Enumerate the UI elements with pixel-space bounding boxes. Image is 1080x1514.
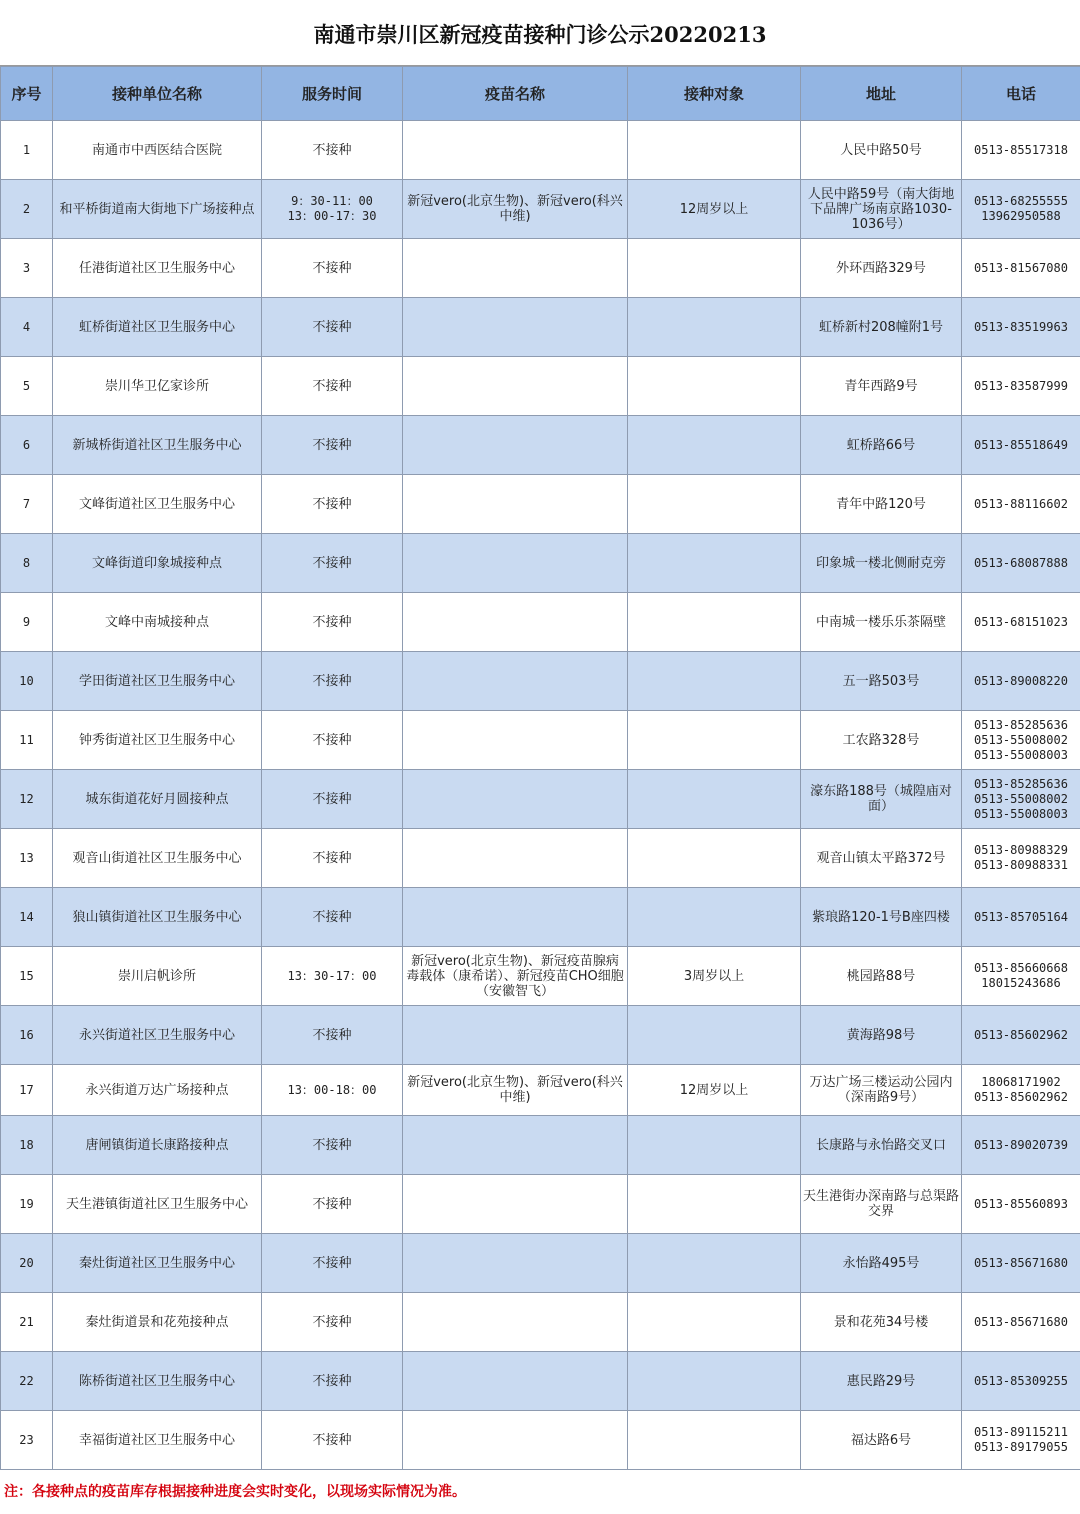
cell-address: 青年西路9号: [801, 357, 962, 416]
cell-vaccine: [403, 121, 628, 180]
cell-no: 1: [1, 121, 53, 180]
cell-vaccine: [403, 1006, 628, 1065]
cell-unit: 虹桥街道社区卫生服务中心: [53, 298, 262, 357]
cell-unit: 文峰街道社区卫生服务中心: [53, 475, 262, 534]
cell-phone: [962, 180, 1080, 239]
cell-address: 人民中路59号（南大街地下品牌广场南京路1030-1036号）: [801, 180, 962, 239]
table-header: [1, 67, 1080, 121]
cell-time-line: 不接种: [312, 496, 352, 512]
cell-time-line: 不接种: [312, 614, 352, 630]
cell-unit: 唐闸镇街道长康路接种点: [53, 1116, 262, 1175]
cell-target: [628, 475, 801, 534]
cell-time: [262, 475, 403, 534]
cell-phone: [962, 1006, 1080, 1065]
cell-vaccine: [403, 239, 628, 298]
cell-time-line: 不接种: [312, 1255, 352, 1271]
cell-address: 观音山镇太平路372号: [801, 829, 962, 888]
cell-target: [628, 711, 801, 770]
cell-address: 中南城一楼乐乐茶隔壁: [801, 593, 962, 652]
cell-no: 17: [1, 1065, 53, 1116]
cell-vaccine: [403, 593, 628, 652]
cell-address: 青年中路120号: [801, 475, 962, 534]
table-body: [1, 121, 1080, 1470]
cell-phone-line: 0513-55008002: [974, 791, 1068, 806]
cell-no: 4: [1, 298, 53, 357]
cell-vaccine: 新冠vero(北京生物)、新冠疫苗腺病毒载体（康希诺）、新冠疫苗CHO细胞（安徽智飞）: [403, 947, 628, 1006]
cell-time-line: 不接种: [312, 555, 352, 571]
cell-target: [628, 416, 801, 475]
cell-no: 13: [1, 829, 53, 888]
cell-unit: 崇川华卫亿家诊所: [53, 357, 262, 416]
cell-vaccine: [403, 475, 628, 534]
cell-phone-line: 0513-85560893: [974, 1196, 1068, 1211]
cell-unit: 南通市中西医结合医院: [53, 121, 262, 180]
cell-time-line: 13：00-18：00: [287, 1082, 377, 1097]
header-phone: 电话: [962, 67, 1080, 121]
table-row: [1, 475, 1080, 534]
cell-target: [628, 298, 801, 357]
cell-time-line: 不接种: [312, 1027, 352, 1043]
cell-no: 19: [1, 1175, 53, 1234]
cell-time: [262, 1352, 403, 1411]
cell-target: [628, 888, 801, 947]
cell-time: [262, 357, 403, 416]
cell-address: 桃园路88号: [801, 947, 962, 1006]
cell-phone: [962, 888, 1080, 947]
header-time: 服务时间: [262, 67, 403, 121]
cell-time: [262, 1006, 403, 1065]
cell-phone-line: 0513-85518649: [974, 437, 1068, 452]
cell-time: [262, 180, 403, 239]
table-row: [1, 593, 1080, 652]
cell-unit: 钟秀街道社区卫生服务中心: [53, 711, 262, 770]
cell-address: 虹桥路66号: [801, 416, 962, 475]
cell-time: [262, 770, 403, 829]
cell-unit: 和平桥街道南大街地下广场接种点: [53, 180, 262, 239]
cell-phone: [962, 416, 1080, 475]
footer-note: 注：各接种点的疫苗库存根据接种进度会实时变化，以现场实际情况为准。: [4, 1484, 466, 1500]
cell-time: [262, 1116, 403, 1175]
cell-phone-line: 13962950588: [981, 209, 1061, 223]
cell-address: 印象城一楼北侧耐克旁: [801, 534, 962, 593]
cell-unit: 文峰街道印象城接种点: [53, 534, 262, 593]
cell-phone-line: 0513-85602962: [974, 1090, 1068, 1104]
table-row: [1, 239, 1080, 298]
cell-phone-line: 0513-55008003: [974, 806, 1068, 821]
cell-phone: [962, 770, 1080, 829]
cell-vaccine: [403, 1352, 628, 1411]
table-row: [1, 1065, 1080, 1116]
cell-phone-line: 0513-85671680: [974, 1314, 1068, 1329]
table-row: [1, 829, 1080, 888]
cell-time-line: 不接种: [312, 1137, 352, 1153]
cell-unit: 任港街道社区卫生服务中心: [53, 239, 262, 298]
table-row: [1, 416, 1080, 475]
cell-no: 22: [1, 1352, 53, 1411]
cell-phone: [962, 1065, 1080, 1116]
cell-target: [628, 1175, 801, 1234]
cell-target: 12周岁以上: [628, 1065, 801, 1116]
cell-target: [628, 1116, 801, 1175]
cell-phone: [962, 652, 1080, 711]
cell-time-line: 不接种: [312, 260, 352, 276]
cell-address: 万达广场三楼运动公园内（深南路9号）: [801, 1065, 962, 1116]
cell-phone: [962, 593, 1080, 652]
cell-no: 8: [1, 534, 53, 593]
header-target: 接种对象: [628, 67, 801, 121]
cell-time: [262, 121, 403, 180]
cell-phone: [962, 298, 1080, 357]
table-row: [1, 947, 1080, 1006]
cell-unit: 文峰中南城接种点: [53, 593, 262, 652]
cell-time-line: 不接种: [312, 319, 352, 335]
cell-unit: 幸福街道社区卫生服务中心: [53, 1411, 262, 1470]
cell-time: [262, 239, 403, 298]
table-row: [1, 121, 1080, 180]
cell-no: 20: [1, 1234, 53, 1293]
cell-address: 永怡路495号: [801, 1234, 962, 1293]
cell-time-line: 不接种: [312, 1432, 352, 1448]
cell-target: [628, 1293, 801, 1352]
cell-target: [628, 121, 801, 180]
cell-phone-line: 0513-55008002: [974, 732, 1068, 747]
cell-address: 紫琅路120-1号B座四楼: [801, 888, 962, 947]
table-row: [1, 1411, 1080, 1470]
cell-time-line: 13：00-17：30: [287, 209, 377, 223]
table-row: [1, 1293, 1080, 1352]
table-row: [1, 357, 1080, 416]
cell-phone-line: 0513-85285636: [974, 776, 1068, 791]
cell-time: [262, 534, 403, 593]
cell-time: [262, 888, 403, 947]
cell-address: 天生港街办深南路与总渠路交界: [801, 1175, 962, 1234]
cell-phone: [962, 475, 1080, 534]
page-title: 南通市崇川区新冠疫苗接种门诊公示20220213: [0, 0, 1080, 66]
cell-no: 3: [1, 239, 53, 298]
cell-phone-line: 0513-85671680: [974, 1255, 1068, 1270]
cell-phone-line: 0513-68151023: [974, 614, 1068, 629]
cell-no: 7: [1, 475, 53, 534]
cell-phone-line: 0513-80988329: [974, 843, 1068, 857]
cell-phone-line: 0513-80988331: [974, 858, 1068, 872]
cell-target: [628, 652, 801, 711]
cell-phone: [962, 357, 1080, 416]
cell-phone: [962, 711, 1080, 770]
cell-vaccine: [403, 1234, 628, 1293]
cell-address: 虹桥新村208幢附1号: [801, 298, 962, 357]
cell-phone-line: 0513-85705164: [974, 909, 1068, 924]
cell-vaccine: [403, 652, 628, 711]
cell-vaccine: [403, 888, 628, 947]
cell-time: [262, 711, 403, 770]
cell-unit: 学田街道社区卫生服务中心: [53, 652, 262, 711]
table-row: [1, 652, 1080, 711]
cell-unit: 城东街道花好月圆接种点: [53, 770, 262, 829]
cell-vaccine: [403, 1293, 628, 1352]
cell-vaccine: [403, 1175, 628, 1234]
header-vaccine: 疫苗名称: [403, 67, 628, 121]
cell-no: 12: [1, 770, 53, 829]
cell-no: 2: [1, 180, 53, 239]
cell-time: [262, 298, 403, 357]
cell-time: [262, 1065, 403, 1116]
table-row: [1, 1234, 1080, 1293]
cell-unit: 永兴街道社区卫生服务中心: [53, 1006, 262, 1065]
cell-vaccine: 新冠vero(北京生物)、新冠vero(科兴中维): [403, 180, 628, 239]
cell-address: 惠民路29号: [801, 1352, 962, 1411]
cell-phone-line: 18068171902: [981, 1075, 1061, 1089]
cell-no: 10: [1, 652, 53, 711]
cell-phone-line: 0513-89115211: [974, 1425, 1068, 1439]
cell-phone-line: 0513-55008003: [974, 747, 1068, 762]
cell-target: 12周岁以上: [628, 180, 801, 239]
table-row: [1, 711, 1080, 770]
table-row: [1, 1352, 1080, 1411]
cell-phone-line: 0513-81567080: [974, 260, 1068, 275]
cell-time-line: 不接种: [312, 1373, 352, 1389]
cell-target: [628, 357, 801, 416]
cell-phone-line: 0513-83587999: [974, 378, 1068, 393]
table-row: [1, 1116, 1080, 1175]
cell-unit: 永兴街道万达广场接种点: [53, 1065, 262, 1116]
cell-unit: 秦灶街道景和花苑接种点: [53, 1293, 262, 1352]
cell-no: 16: [1, 1006, 53, 1065]
table-row: [1, 1006, 1080, 1065]
cell-address: 景和花苑34号楼: [801, 1293, 962, 1352]
cell-phone: [962, 829, 1080, 888]
table-row: [1, 534, 1080, 593]
table-row: [1, 770, 1080, 829]
cell-time: [262, 1411, 403, 1470]
cell-phone-line: 0513-85602962: [974, 1027, 1068, 1042]
cell-unit: 新城桥街道社区卫生服务中心: [53, 416, 262, 475]
cell-address: 长康路与永怡路交叉口: [801, 1116, 962, 1175]
cell-vaccine: 新冠vero(北京生物)、新冠vero(科兴中维): [403, 1065, 628, 1116]
cell-phone-line: 0513-83519963: [974, 319, 1068, 334]
header-address: 地址: [801, 67, 962, 121]
cell-time-line: 不接种: [312, 850, 352, 866]
cell-no: 5: [1, 357, 53, 416]
header-unit: 接种单位名称: [53, 67, 262, 121]
cell-target: [628, 770, 801, 829]
cell-phone: [962, 1411, 1080, 1470]
cell-no: 9: [1, 593, 53, 652]
cell-vaccine: [403, 416, 628, 475]
cell-phone-line: 0513-85285636: [974, 717, 1068, 732]
cell-phone-line: 0513-89008220: [974, 673, 1068, 688]
cell-time: [262, 652, 403, 711]
table-row: [1, 298, 1080, 357]
cell-phone-line: 0513-89020739: [974, 1137, 1068, 1152]
cell-target: [628, 829, 801, 888]
cell-phone-line: 0513-68255555: [974, 194, 1068, 208]
cell-phone-line: 0513-89179055: [974, 1440, 1068, 1454]
cell-time-line: 不接种: [312, 1314, 352, 1330]
cell-phone: [962, 1234, 1080, 1293]
cell-time-line: 13：30-17：00: [287, 968, 377, 983]
cell-target: [628, 593, 801, 652]
cell-vaccine: [403, 357, 628, 416]
cell-phone-line: 0513-85660668: [974, 961, 1068, 975]
cell-no: 18: [1, 1116, 53, 1175]
table-row: [1, 1175, 1080, 1234]
cell-phone: [962, 947, 1080, 1006]
cell-phone: [962, 239, 1080, 298]
cell-vaccine: [403, 770, 628, 829]
cell-unit: 陈桥街道社区卫生服务中心: [53, 1352, 262, 1411]
cell-time-line: 不接种: [312, 909, 352, 925]
cell-target: [628, 239, 801, 298]
cell-time-line: 9：30-11：00: [291, 194, 373, 208]
cell-vaccine: [403, 711, 628, 770]
cell-phone-line: 0513-85309255: [974, 1373, 1068, 1388]
clinic-table: [0, 66, 1080, 1470]
cell-no: 15: [1, 947, 53, 1006]
cell-time-line: 不接种: [312, 673, 352, 689]
cell-unit: 秦灶街道社区卫生服务中心: [53, 1234, 262, 1293]
cell-unit: 天生港镇街道社区卫生服务中心: [53, 1175, 262, 1234]
cell-time-line: 不接种: [312, 1196, 352, 1212]
cell-phone: [962, 534, 1080, 593]
cell-no: 23: [1, 1411, 53, 1470]
cell-time-line: 不接种: [312, 142, 352, 158]
cell-phone: [962, 1352, 1080, 1411]
cell-phone: [962, 1175, 1080, 1234]
cell-time-line: 不接种: [312, 378, 352, 394]
cell-no: 14: [1, 888, 53, 947]
cell-phone: [962, 121, 1080, 180]
cell-address: 人民中路50号: [801, 121, 962, 180]
cell-time: [262, 1175, 403, 1234]
cell-target: [628, 1352, 801, 1411]
header-no: 序号: [1, 67, 53, 121]
cell-target: [628, 1411, 801, 1470]
cell-phone: [962, 1293, 1080, 1352]
cell-time: [262, 829, 403, 888]
cell-time-line: 不接种: [312, 791, 352, 807]
cell-target: [628, 1006, 801, 1065]
cell-time: [262, 1234, 403, 1293]
cell-time: [262, 1293, 403, 1352]
cell-unit: 崇川启帆诊所: [53, 947, 262, 1006]
cell-vaccine: [403, 1116, 628, 1175]
cell-time: [262, 947, 403, 1006]
cell-target: [628, 1234, 801, 1293]
cell-time: [262, 416, 403, 475]
cell-address: 五一路503号: [801, 652, 962, 711]
cell-phone-line: 18015243686: [981, 976, 1061, 990]
cell-vaccine: [403, 298, 628, 357]
cell-phone: [962, 1116, 1080, 1175]
cell-vaccine: [403, 1411, 628, 1470]
cell-target: [628, 534, 801, 593]
cell-address: 濠东路188号（城隍庙对面）: [801, 770, 962, 829]
cell-time-line: 不接种: [312, 437, 352, 453]
cell-phone-line: 0513-68087888: [974, 555, 1068, 570]
cell-vaccine: [403, 534, 628, 593]
cell-address: 黄海路98号: [801, 1006, 962, 1065]
cell-time: [262, 593, 403, 652]
cell-address: 福达路6号: [801, 1411, 962, 1470]
cell-time-line: 不接种: [312, 732, 352, 748]
cell-unit: 狼山镇街道社区卫生服务中心: [53, 888, 262, 947]
table-row: [1, 180, 1080, 239]
table-row: [1, 888, 1080, 947]
cell-phone-line: 0513-88116602: [974, 496, 1068, 511]
cell-phone-line: 0513-85517318: [974, 142, 1068, 157]
cell-no: 6: [1, 416, 53, 475]
cell-vaccine: [403, 829, 628, 888]
cell-no: 21: [1, 1293, 53, 1352]
cell-no: 11: [1, 711, 53, 770]
cell-target: 3周岁以上: [628, 947, 801, 1006]
cell-address: 外环西路329号: [801, 239, 962, 298]
cell-address: 工农路328号: [801, 711, 962, 770]
cell-unit: 观音山街道社区卫生服务中心: [53, 829, 262, 888]
